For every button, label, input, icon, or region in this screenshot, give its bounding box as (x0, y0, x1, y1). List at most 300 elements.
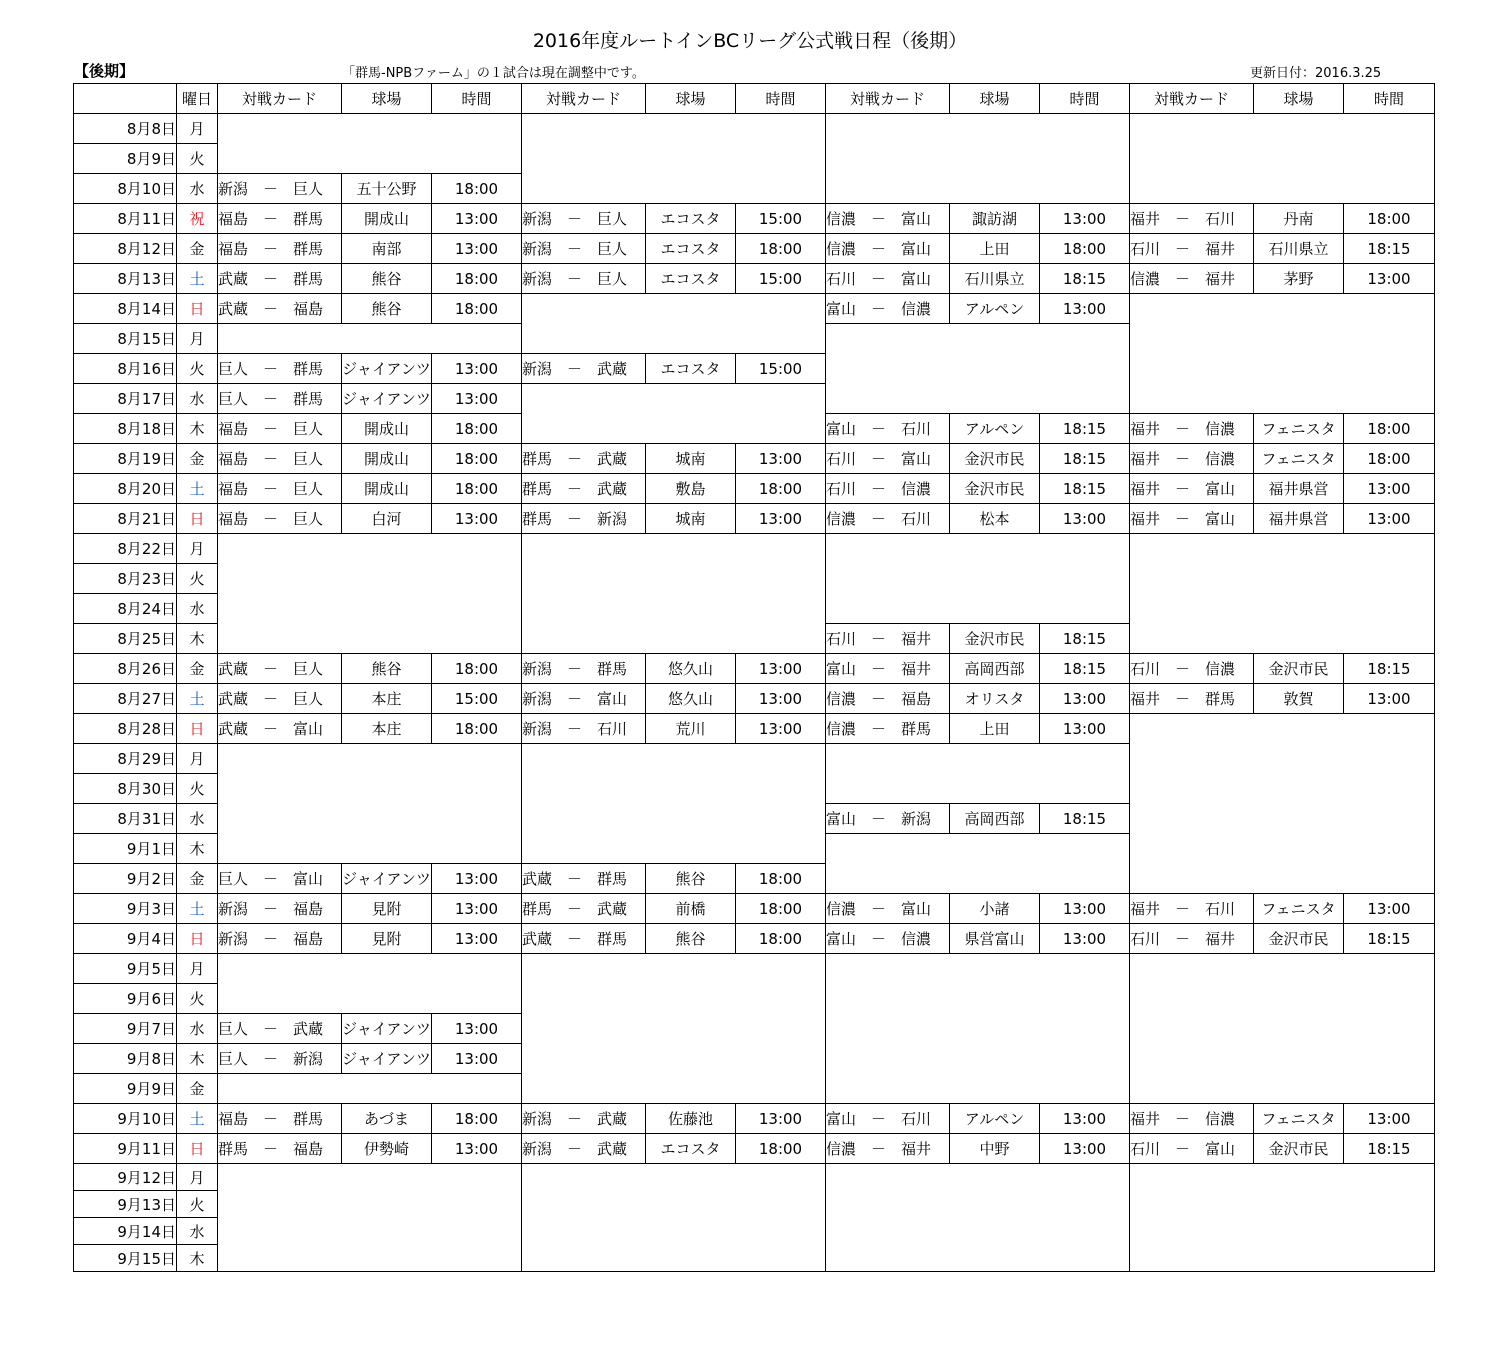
venue-cell: 金沢市民 (950, 474, 1040, 504)
home-team: 新潟 (522, 690, 553, 708)
away-team: 福井 (901, 1140, 932, 1158)
time-cell: 13:00 (432, 1014, 522, 1044)
vs-dash: － (263, 510, 279, 528)
dow-cell: 金 (177, 1074, 218, 1104)
home-team: 信濃 (826, 210, 857, 228)
dow-cell: 月 (177, 324, 218, 354)
away-team: 群馬 (1205, 690, 1236, 708)
away-team: 群馬 (293, 210, 324, 228)
empty-block (522, 744, 826, 864)
time-cell: 18:15 (1344, 924, 1435, 954)
dow-cell: 月 (177, 114, 218, 144)
vs-dash: － (263, 900, 279, 918)
away-team: 信濃 (901, 300, 932, 318)
match-cell (826, 204, 950, 234)
empty-block (1130, 954, 1435, 1104)
time-cell: 15:00 (432, 684, 522, 714)
date-cell: 8月30日 (74, 774, 177, 804)
match-cell (218, 1044, 342, 1074)
date-cell: 9月6日 (74, 984, 177, 1014)
venue-cell: 石川県立 (1254, 234, 1344, 264)
time-cell: 13:00 (736, 654, 826, 684)
venue-cell: 五十公野 (342, 174, 432, 204)
home-team: 福井 (1130, 690, 1161, 708)
vs-dash: － (263, 1140, 279, 1158)
venue-cell: 上田 (950, 714, 1040, 744)
date-cell: 9月9日 (74, 1074, 177, 1104)
dow-cell: 水 (177, 804, 218, 834)
match-cell (218, 1014, 342, 1044)
vs-dash: － (567, 690, 583, 708)
home-team: 福井 (1130, 480, 1161, 498)
venue-cell: 県営富山 (950, 924, 1040, 954)
away-team: 富山 (901, 270, 932, 288)
away-team: 群馬 (901, 720, 932, 738)
home-team: 石川 (1130, 660, 1161, 678)
venue-cell: 熊谷 (342, 294, 432, 324)
time-cell: 13:00 (1040, 714, 1130, 744)
venue-cell: 松本 (950, 504, 1040, 534)
empty-block (218, 1074, 522, 1104)
home-team: 福井 (1130, 1110, 1161, 1128)
venue-cell: 金沢市民 (1254, 654, 1344, 684)
home-team: 富山 (826, 300, 857, 318)
schedule-body (74, 114, 1435, 1272)
date-header (74, 84, 177, 114)
venue-cell: ジャイアンツ (342, 354, 432, 384)
table-row (74, 894, 1435, 924)
vs-dash: － (871, 300, 887, 318)
vs-dash: － (871, 630, 887, 648)
date-cell: 8月9日 (74, 144, 177, 174)
time-cell: 13:00 (432, 924, 522, 954)
empty-block (826, 954, 1130, 1104)
vs-dash: － (263, 270, 279, 288)
home-team: 福井 (1130, 450, 1161, 468)
vs-dash: － (263, 660, 279, 678)
dow-cell: 火 (177, 354, 218, 384)
vs-dash: － (1175, 270, 1191, 288)
away-team: 群馬 (293, 270, 324, 288)
date-cell: 9月12日 (74, 1164, 177, 1191)
home-team: 信濃 (826, 1140, 857, 1158)
away-team: 富山 (901, 240, 932, 258)
table-row (74, 954, 1435, 984)
venue-cell: アルペン (950, 1104, 1040, 1134)
away-team: 信濃 (1205, 1110, 1236, 1128)
empty-block (218, 324, 522, 354)
venue-cell: アルペン (950, 294, 1040, 324)
venue-cell: 熊谷 (646, 864, 736, 894)
away-team: 富山 (1205, 510, 1236, 528)
vs-dash: － (567, 480, 583, 498)
match-cell (522, 1134, 646, 1164)
home-team: 群馬 (522, 510, 553, 528)
table-row (74, 1164, 1435, 1191)
match-cell (826, 624, 950, 654)
venue-cell: 城南 (646, 444, 736, 474)
venue-cell: 上田 (950, 234, 1040, 264)
venue-cell: エコスタ (646, 1134, 736, 1164)
away-team: 石川 (1205, 900, 1236, 918)
empty-block (218, 1164, 522, 1272)
match-cell (1130, 264, 1254, 294)
vs-dash: － (263, 390, 279, 408)
dow-cell: 日 (177, 924, 218, 954)
match-cell (1130, 1104, 1254, 1134)
page-title: 2016年度ルートインBCリーグ公式戦日程（後期） (532, 30, 968, 52)
vs-dash: － (263, 210, 279, 228)
date-cell: 8月12日 (74, 234, 177, 264)
home-team: 石川 (1130, 240, 1161, 258)
away-team: 巨人 (293, 510, 324, 528)
table-row (74, 264, 1435, 294)
date-cell: 8月20日 (74, 474, 177, 504)
empty-block (522, 384, 826, 444)
vs-dash: － (263, 1110, 279, 1128)
time-cell: 18:00 (432, 294, 522, 324)
vs-dash: － (567, 240, 583, 258)
time-cell: 18:00 (736, 234, 826, 264)
empty-block (1130, 294, 1435, 414)
match-cell (522, 474, 646, 504)
home-team: 新潟 (522, 210, 553, 228)
venue-cell: 諏訪湖 (950, 204, 1040, 234)
date-cell: 9月3日 (74, 894, 177, 924)
venue-cell: ジャイアンツ (342, 384, 432, 414)
home-team: 巨人 (218, 390, 249, 408)
empty-block (218, 954, 522, 1014)
away-team: 群馬 (293, 360, 324, 378)
table-row (74, 534, 1435, 564)
home-team: 富山 (826, 420, 857, 438)
time-cell: 13:00 (432, 1134, 522, 1164)
venue-cell: フェニスタ (1254, 414, 1344, 444)
match-cell (218, 474, 342, 504)
date-cell: 8月8日 (74, 114, 177, 144)
date-cell: 9月5日 (74, 954, 177, 984)
home-team: 福島 (218, 450, 249, 468)
venue-cell: 開成山 (342, 414, 432, 444)
table-row (74, 1134, 1435, 1164)
venue-cell: 金沢市民 (1254, 924, 1344, 954)
match-cell (522, 894, 646, 924)
empty-block (522, 114, 826, 204)
away-team: 石川 (901, 420, 932, 438)
time-header: 時間 (736, 84, 826, 114)
home-team: 信濃 (826, 510, 857, 528)
match-cell (218, 444, 342, 474)
match-cell (218, 1134, 342, 1164)
vs-dash: － (567, 270, 583, 288)
away-team: 武蔵 (597, 1140, 628, 1158)
date-cell: 8月25日 (74, 624, 177, 654)
dow-cell: 火 (177, 774, 218, 804)
match-cell (218, 924, 342, 954)
dow-cell: 月 (177, 1164, 218, 1191)
away-team: 福井 (1205, 270, 1236, 288)
table-row (74, 654, 1435, 684)
home-team: 石川 (1130, 930, 1161, 948)
home-team: 信濃 (826, 900, 857, 918)
date-cell: 8月24日 (74, 594, 177, 624)
empty-block (522, 954, 826, 1104)
match-cell (826, 294, 950, 324)
match-cell (218, 384, 342, 414)
time-cell: 18:00 (736, 1134, 826, 1164)
date-cell: 8月17日 (74, 384, 177, 414)
time-cell: 13:00 (1040, 294, 1130, 324)
vs-dash: － (871, 690, 887, 708)
table-row (74, 714, 1435, 744)
match-cell (1130, 414, 1254, 444)
match-cell (522, 654, 646, 684)
home-team: 武蔵 (522, 870, 553, 888)
vs-dash: － (263, 300, 279, 318)
home-team: 群馬 (522, 900, 553, 918)
updated-date: 更新日付：2016.3.25 (1250, 66, 1382, 81)
away-team: 巨人 (597, 210, 628, 228)
empty-block (522, 1164, 826, 1272)
venue-cell: 白河 (342, 504, 432, 534)
home-team: 福井 (1130, 420, 1161, 438)
match-cell (218, 264, 342, 294)
time-cell: 13:00 (736, 444, 826, 474)
home-team: 巨人 (218, 360, 249, 378)
time-cell: 18:00 (432, 174, 522, 204)
vs-dash: － (263, 420, 279, 438)
home-team: 信濃 (826, 720, 857, 738)
notice-text: 「群馬-NPBファーム」の１試合は現在調整中です。 (342, 66, 645, 81)
table-row (74, 294, 1435, 324)
match-cell (522, 714, 646, 744)
away-team: 富山 (293, 870, 324, 888)
date-cell: 9月4日 (74, 924, 177, 954)
time-cell: 18:00 (432, 474, 522, 504)
time-cell: 18:00 (1040, 234, 1130, 264)
away-team: 武蔵 (597, 450, 628, 468)
venue-cell: 茅野 (1254, 264, 1344, 294)
away-team: 信濃 (1205, 660, 1236, 678)
vs-dash: － (263, 180, 279, 198)
time-cell: 18:15 (1040, 414, 1130, 444)
date-cell: 8月22日 (74, 534, 177, 564)
vs-dash: － (567, 360, 583, 378)
time-cell: 13:00 (1344, 894, 1435, 924)
empty-block (826, 534, 1130, 624)
dow-cell: 水 (177, 594, 218, 624)
empty-block (218, 534, 522, 654)
time-cell: 13:00 (736, 684, 826, 714)
time-cell: 13:00 (432, 384, 522, 414)
away-team: 巨人 (293, 480, 324, 498)
venue-cell: 南部 (342, 234, 432, 264)
match-cell (522, 444, 646, 474)
time-cell: 13:00 (1344, 264, 1435, 294)
dow-cell: 水 (177, 1218, 218, 1245)
vs-dash: － (871, 720, 887, 738)
time-cell: 18:00 (432, 714, 522, 744)
vs-dash: － (567, 1140, 583, 1158)
match-cell (218, 1104, 342, 1134)
empty-block (1130, 534, 1435, 654)
match-cell (218, 654, 342, 684)
venue-cell: 丹南 (1254, 204, 1344, 234)
vs-dash: － (567, 900, 583, 918)
vs-dash: － (567, 660, 583, 678)
date-cell: 9月15日 (74, 1245, 177, 1272)
time-cell: 18:00 (736, 924, 826, 954)
date-cell: 9月14日 (74, 1218, 177, 1245)
away-team: 富山 (597, 690, 628, 708)
vs-dash: － (1175, 480, 1191, 498)
match-cell (826, 894, 950, 924)
time-cell: 18:00 (432, 444, 522, 474)
match-cell (218, 294, 342, 324)
away-team: 富山 (901, 900, 932, 918)
date-cell: 8月26日 (74, 654, 177, 684)
home-team: 新潟 (218, 930, 249, 948)
time-cell: 13:00 (1344, 504, 1435, 534)
date-cell: 8月13日 (74, 264, 177, 294)
vs-dash: － (1175, 510, 1191, 528)
match-cell (522, 264, 646, 294)
match-cell (218, 174, 342, 204)
match-cell (522, 354, 646, 384)
venue-cell: ジャイアンツ (342, 1014, 432, 1044)
time-cell: 18:15 (1344, 234, 1435, 264)
time-cell: 13:00 (736, 1104, 826, 1134)
dow-cell: 水 (177, 384, 218, 414)
home-team: 武蔵 (218, 660, 249, 678)
match-cell (522, 504, 646, 534)
venue-header: 球場 (342, 84, 432, 114)
dow-cell: 木 (177, 1245, 218, 1272)
home-team: 福島 (218, 240, 249, 258)
away-team: 群馬 (597, 660, 628, 678)
season-label: 【後期】 (74, 62, 135, 80)
home-team: 富山 (826, 660, 857, 678)
date-cell: 8月15日 (74, 324, 177, 354)
vs-dash: － (567, 510, 583, 528)
dow-cell: 火 (177, 1191, 218, 1218)
date-cell: 8月21日 (74, 504, 177, 534)
date-cell: 8月18日 (74, 414, 177, 444)
time-cell: 13:00 (1040, 684, 1130, 714)
venue-cell: エコスタ (646, 204, 736, 234)
vs-dash: － (263, 690, 279, 708)
home-team: 武蔵 (218, 300, 249, 318)
match-cell (826, 924, 950, 954)
home-team: 石川 (826, 450, 857, 468)
match-header: 対戦カード (218, 84, 342, 114)
match-cell (522, 1104, 646, 1134)
date-cell: 9月13日 (74, 1191, 177, 1218)
dow-cell: 金 (177, 234, 218, 264)
match-cell (522, 204, 646, 234)
venue-cell: 金沢市民 (950, 624, 1040, 654)
match-cell (522, 864, 646, 894)
time-header: 時間 (1344, 84, 1435, 114)
dow-cell: 月 (177, 534, 218, 564)
empty-block (218, 744, 522, 864)
match-cell (1130, 444, 1254, 474)
time-cell: 18:15 (1344, 654, 1435, 684)
match-cell (826, 414, 950, 444)
match-cell (1130, 474, 1254, 504)
vs-dash: － (1175, 1140, 1191, 1158)
vs-dash: － (263, 870, 279, 888)
vs-dash: － (567, 210, 583, 228)
home-team: 石川 (826, 630, 857, 648)
away-team: 群馬 (293, 1110, 324, 1128)
venue-cell: 見附 (342, 924, 432, 954)
venue-cell: 悠久山 (646, 684, 736, 714)
away-team: 巨人 (293, 690, 324, 708)
time-cell: 15:00 (736, 264, 826, 294)
away-team: 福井 (1205, 930, 1236, 948)
dow-cell: 土 (177, 264, 218, 294)
home-team: 新潟 (522, 720, 553, 738)
vs-dash: － (263, 720, 279, 738)
time-cell: 15:00 (736, 354, 826, 384)
dow-cell: 土 (177, 684, 218, 714)
match-cell (826, 474, 950, 504)
home-team: 武蔵 (522, 930, 553, 948)
time-cell: 18:15 (1040, 654, 1130, 684)
dow-cell: 火 (177, 564, 218, 594)
time-cell: 18:00 (432, 264, 522, 294)
time-cell: 13:00 (432, 894, 522, 924)
vs-dash: － (871, 480, 887, 498)
away-team: 富山 (1205, 480, 1236, 498)
home-team: 新潟 (522, 240, 553, 258)
table-row (74, 444, 1435, 474)
venue-cell: フェニスタ (1254, 444, 1344, 474)
dow-cell: 水 (177, 1014, 218, 1044)
vs-dash: － (871, 270, 887, 288)
empty-block (522, 534, 826, 654)
home-team: 群馬 (522, 450, 553, 468)
vs-dash: － (871, 1140, 887, 1158)
date-cell: 8月28日 (74, 714, 177, 744)
away-team: 武蔵 (597, 360, 628, 378)
home-team: 福井 (1130, 210, 1161, 228)
dow-cell: 土 (177, 474, 218, 504)
home-team: 石川 (826, 480, 857, 498)
dow-cell: 木 (177, 834, 218, 864)
home-team: 巨人 (218, 870, 249, 888)
venue-cell: 開成山 (342, 444, 432, 474)
away-team: 福島 (293, 900, 324, 918)
away-team: 福島 (293, 300, 324, 318)
home-team: 新潟 (218, 180, 249, 198)
away-team: 群馬 (293, 390, 324, 408)
match-cell (1130, 204, 1254, 234)
time-cell: 18:00 (1344, 444, 1435, 474)
time-cell: 18:00 (736, 894, 826, 924)
venue-cell: 城南 (646, 504, 736, 534)
venue-cell: 佐藤池 (646, 1104, 736, 1134)
match-cell (1130, 654, 1254, 684)
dow-cell: 日 (177, 714, 218, 744)
table-row (74, 924, 1435, 954)
away-team: 富山 (293, 720, 324, 738)
venue-cell: 敷島 (646, 474, 736, 504)
venue-cell: オリスタ (950, 684, 1040, 714)
dow-cell: 日 (177, 1134, 218, 1164)
match-cell (218, 894, 342, 924)
